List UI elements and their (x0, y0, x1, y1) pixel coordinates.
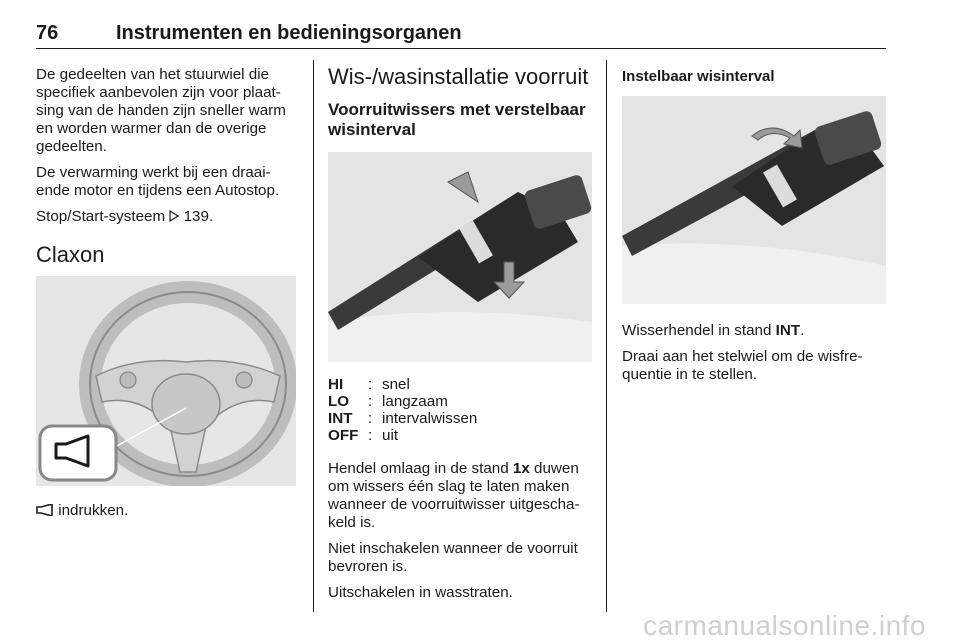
subheading-wipers: Voorruitwissers met verstelbaar wisinterval (328, 100, 586, 139)
wiper-modes-list (328, 376, 477, 444)
column-1 (36, 66, 304, 234)
interval-dial-figure (622, 96, 886, 304)
reference-link[interactable]: 139. (183, 208, 214, 225)
page-title: Instrumenten en bedieningsorganen (116, 22, 462, 44)
paragraph-autostop: De verwarming werkt bij een draai- ende motor en tijdens een Autostop. (36, 164, 280, 199)
list-item: LO : langzaam (328, 393, 448, 410)
column-3-body (622, 322, 886, 392)
steering-wheel-figure (36, 276, 296, 486)
paragraph-single-wipe: Hendel omlaag in de stand 1x duwen om wissers één slag te laten maken wanneer de voorruitwisser uitgescha- keld is. (328, 460, 580, 531)
horn-caption: indrukken. (36, 502, 304, 520)
header-rule (36, 48, 886, 49)
watermark: carmanualsonline.info (643, 610, 926, 641)
heading-claxon: Claxon (36, 242, 105, 267)
heading-interval: Instelbaar wisinterval (622, 68, 775, 85)
paragraph-reference: Stop/Start-systeem 139. (36, 208, 214, 225)
page-reference-arrow-icon (169, 210, 179, 222)
column-divider-1 (313, 60, 314, 612)
wiper-lever-figure (328, 152, 592, 362)
list-item: INT : intervalwissen (328, 410, 478, 427)
page-header (36, 22, 886, 48)
paragraph-int-position: Wisserhendel in stand INT. (622, 322, 805, 339)
paragraph-carwash: Uitschakelen in wasstraten. (328, 584, 513, 601)
column-2-body (328, 460, 598, 610)
paragraph-frozen: Niet inschakelen wanneer de voorruit bevroren is. (328, 540, 578, 575)
paragraph-heating: De gedeelten van het stuurwiel die specifiek aanbevolen zijn voor plaat- sing van de handen zijn sneller warm en worden warmer dan de overige gedeelten. (36, 66, 286, 155)
paragraph-adjust-frequency: Draai aan het stelwiel om de wisfre- quentie in te stellen. (622, 348, 863, 383)
column-divider-2 (606, 60, 607, 612)
heading-wiper-system: Wis-/wasinstallatie voorruit (328, 64, 589, 89)
horn-icon (36, 504, 54, 516)
list-item: HI : snel (328, 376, 410, 393)
page-number: 76 (36, 22, 59, 44)
list-item: OFF : uit (328, 427, 399, 444)
